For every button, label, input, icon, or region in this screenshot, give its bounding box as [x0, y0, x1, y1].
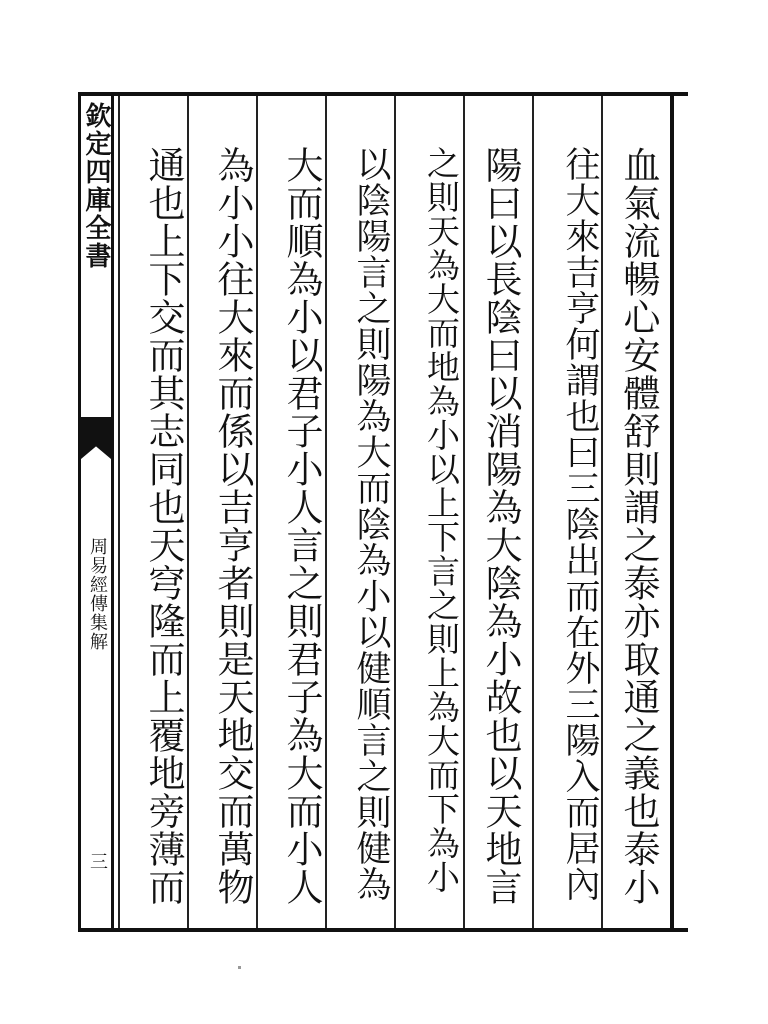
text-column-8 — [118, 96, 187, 928]
margin-strip — [78, 92, 114, 932]
column-text: 陽曰以長陰曰以消陽為大陰為小故也以天地言 — [479, 146, 522, 906]
column-text: 之則天為大而地為小以上下言之則上為大而下為小 — [422, 146, 461, 894]
text-column-2 — [532, 96, 601, 928]
text-columns — [114, 96, 670, 928]
fish-tail-mark-icon — [81, 417, 111, 459]
page-number: 三 — [87, 852, 108, 870]
column-text: 大而順為小以君子小人言之則君子為大而小人 — [280, 146, 323, 906]
text-column-7 — [187, 96, 256, 928]
text-column-3 — [463, 96, 532, 928]
column-text: 為小小往大來而係以吉亨者則是天地交而萬物 — [211, 146, 254, 906]
column-text: 血氣流暢心安體舒則謂之泰亦取通之義也泰小 — [617, 146, 660, 906]
collection-title: 欽定四庫全書 — [81, 102, 111, 270]
book-title: 周易經傳集解 — [87, 537, 108, 651]
paper-speck — [238, 966, 241, 969]
column-text: 通也上下交而其志同也天穹隆而上覆地旁薄而 — [142, 146, 185, 906]
column-text: 往大來吉亨何謂也曰三陰出而在外三陽入而居內 — [560, 146, 600, 902]
frame-right-border — [670, 92, 674, 932]
column-text: 以陰陽言之則陽為大而陰為小以健順言之則健為 — [351, 146, 391, 902]
text-column-1 — [601, 96, 670, 928]
text-column-4 — [394, 96, 463, 928]
text-column-5 — [325, 96, 394, 928]
text-column-6 — [256, 96, 325, 928]
frame-bottom-border — [78, 928, 688, 932]
